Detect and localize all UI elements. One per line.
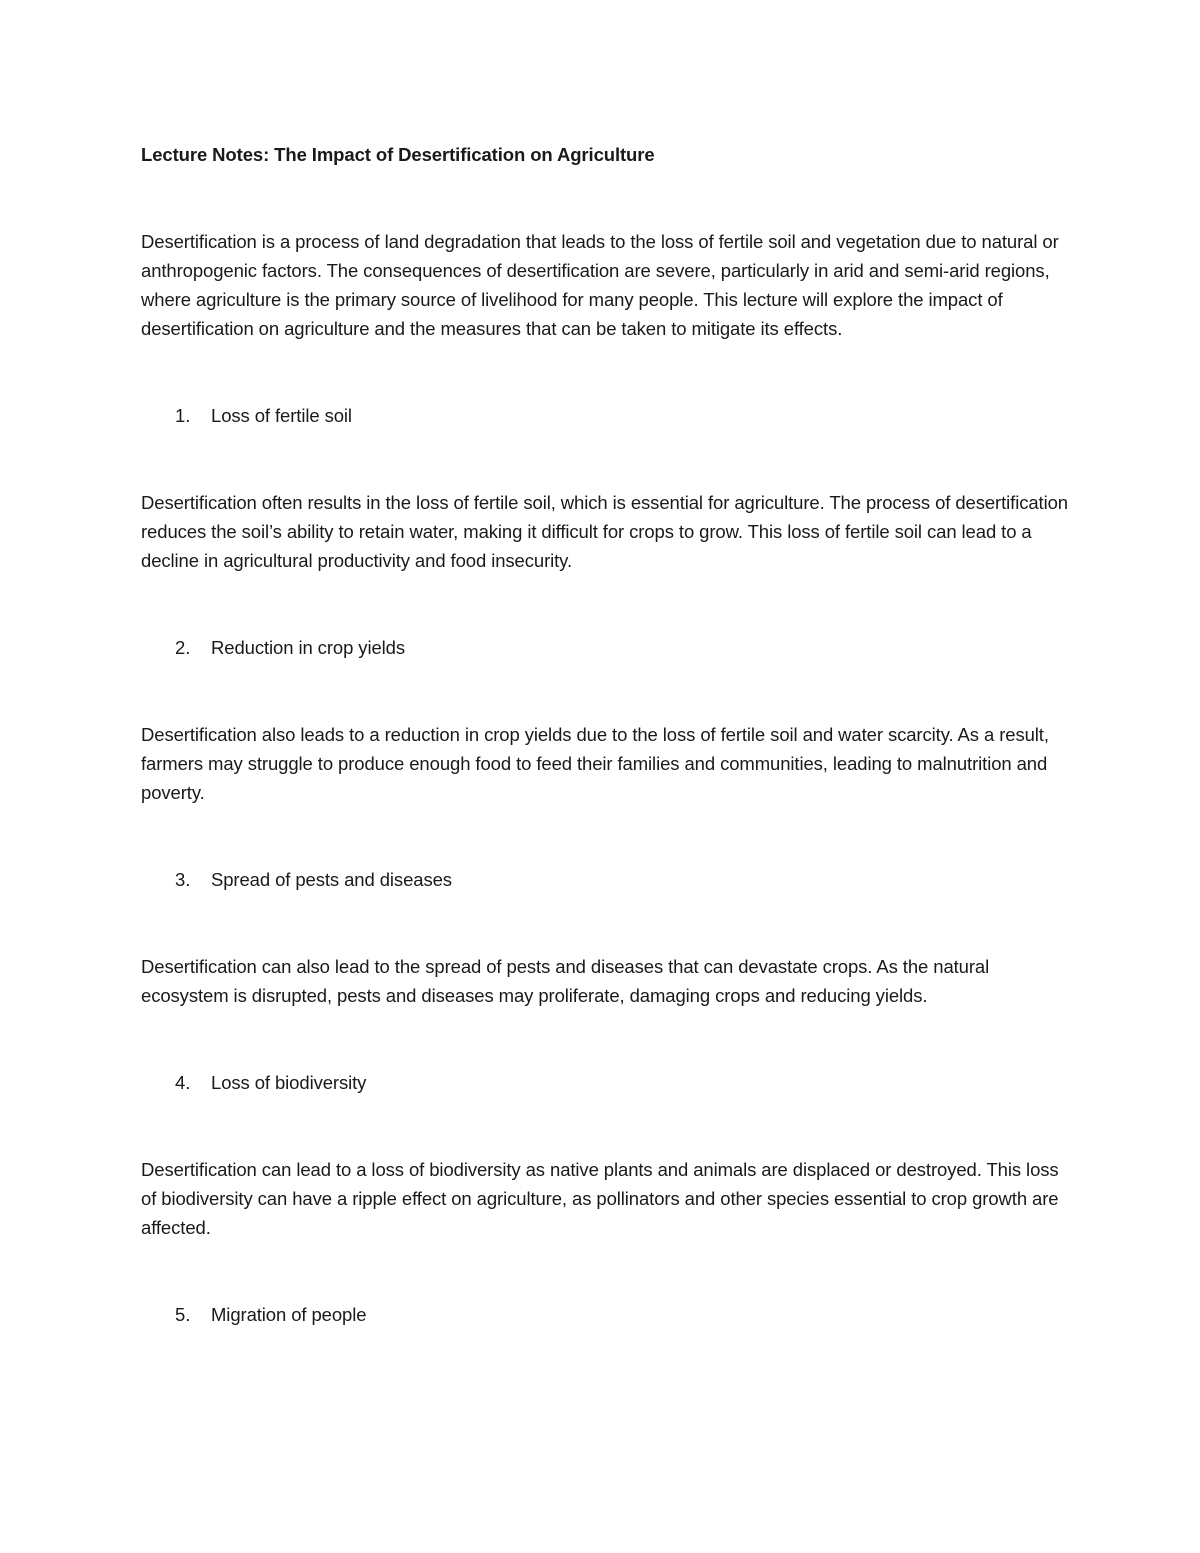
section-heading: Loss of fertile soil (211, 405, 352, 426)
spacer (141, 575, 1071, 633)
section-heading: Reduction in crop yields (211, 637, 406, 658)
section-body: Desertification also leads to a reduction in crop yields due to the loss of fertile soil and water scarcity. As a result, farmers may struggle to produce enough food to feed their families and communities, leading to malnutrition and poverty. (141, 724, 1049, 803)
spacer (141, 169, 1071, 227)
section-heading: Spread of pests and diseases (211, 869, 452, 890)
section-body: Desertification can also lead to the spread of pests and diseases that can devastate crops. As the natural ecosystem is disrupted, pests and diseases may proliferate, damaging crops and reducing yields. (141, 956, 990, 1006)
list-item-5 (141, 1300, 1071, 1329)
section-body: Desertification can lead to a loss of biodiversity as native plants and animals are displaced or destroyed. This loss of biodiversity can have a ripple effect on agriculture, as pollinators and other species essential to crop growth are affected. (141, 1159, 1059, 1238)
list-number: 2. (175, 637, 191, 658)
list-number: 1. (175, 405, 191, 426)
page-title: Lecture Notes: The Impact of Desertification on Agriculture (141, 144, 655, 165)
spacer (141, 430, 1071, 488)
spacer (141, 894, 1071, 952)
list-item-4 (141, 1068, 1071, 1097)
list-number: 4. (175, 1072, 191, 1093)
spacer (141, 662, 1071, 720)
spacer (141, 807, 1071, 865)
section-heading: Loss of biodiversity (211, 1072, 367, 1093)
spacer (141, 343, 1071, 401)
intro-paragraph: Desertification is a process of land degradation that leads to the loss of fertile soil and vegetation due to natural or anthropogenic factors. The consequences of desertification are severe, particularly in arid and semi-arid regions, where agriculture is the primary source of livelihood for many people. This lecture will explore the impact of desertification on agriculture and the measures that can be taken to mitigate its effects. (141, 231, 1059, 339)
list-number: 5. (175, 1304, 191, 1325)
list-item-3 (141, 865, 1071, 894)
section-heading: Migration of people (211, 1304, 367, 1325)
spacer (141, 1242, 1071, 1300)
list-item-1 (141, 401, 1071, 430)
list-item-2 (141, 633, 1071, 662)
spacer (141, 1097, 1071, 1155)
list-number: 3. (175, 869, 191, 890)
spacer (141, 1010, 1071, 1068)
section-body: Desertification often results in the loss of fertile soil, which is essential for agriculture. The process of desertification reduces the soil’s ability to retain water, making it difficult for crops to grow. This loss of fertile soil can lead to a decline in agricultural productivity and food insecurity. (141, 492, 1068, 571)
document-content (141, 140, 1071, 1329)
